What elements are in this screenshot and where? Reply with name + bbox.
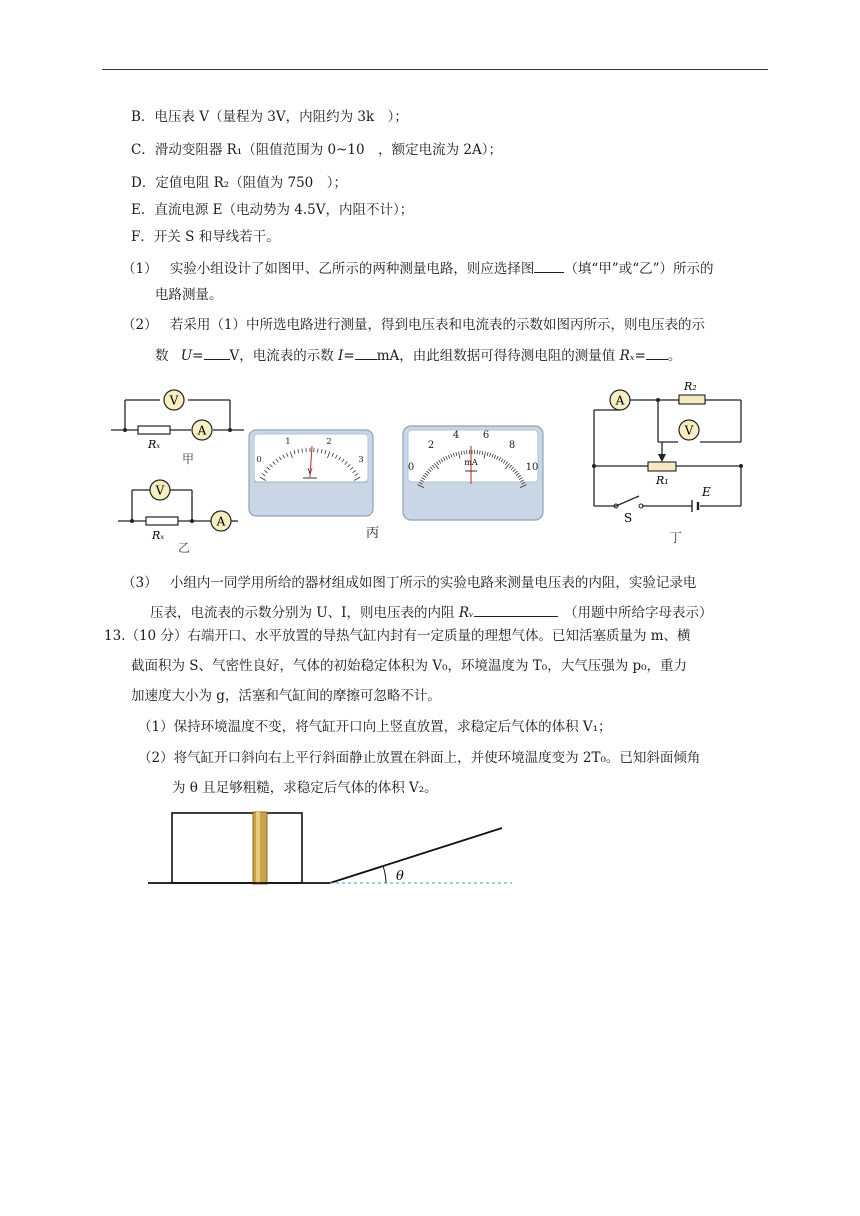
circuit-ding bbox=[584, 376, 754, 546]
q3-var-rv: Rᵥ bbox=[458, 605, 475, 621]
q3-text-a: 小组内一同学用所给的器材组成如图丁所示的实验电路来测量电压表的内阻，实验记录电 bbox=[169, 575, 697, 591]
voltmeter-unit: V bbox=[307, 468, 313, 476]
ding-switch-label: S bbox=[624, 511, 633, 525]
dial-tick bbox=[318, 449, 319, 453]
q1-text-b: （填“甲”或“乙”）所示的 bbox=[564, 261, 714, 277]
q2-text-b3: mA，由此组数据可得待测电阻的测量值 bbox=[376, 348, 616, 364]
incline-line bbox=[330, 828, 502, 883]
ding-caption: 丁 bbox=[669, 531, 683, 546]
yi-resistor-label: Rₓ bbox=[152, 529, 165, 542]
option-d: D．定值电阻 R₂（阻值为 750 ）； bbox=[131, 175, 347, 191]
q2-text-b1: 数 bbox=[155, 348, 169, 364]
q3-text-b2: （用题中所给字母表示） bbox=[564, 605, 713, 621]
q2-number: （2） bbox=[122, 317, 158, 333]
ammeter-tick-10: 10 bbox=[525, 462, 539, 473]
q3-text-b1: 压表，电流表的示数分别为 U、I，则电压表的内阻 bbox=[150, 605, 455, 621]
jia-caption: 甲 bbox=[182, 452, 195, 465]
voltmeter-tick-2: 2 bbox=[326, 437, 332, 447]
q2-line1 bbox=[122, 316, 705, 334]
circuit-jia bbox=[108, 385, 248, 465]
p13-line1: 13.（10 分）右端开口、水平放置的导热气缸内封有一定质量的理想气体。已知活塞质量为 m、横 bbox=[104, 628, 691, 644]
gas-cylinder bbox=[172, 813, 302, 883]
voltmeter-tick-3: 3 bbox=[358, 455, 364, 465]
circuit-yi bbox=[112, 476, 242, 556]
p13-sub1: （1）保持环境温度不变，将气缸开口向上竖直放置，求稳定后气体的体积 V₁； bbox=[138, 719, 612, 735]
option-e: E．直流电源 E（电动势为 4.5V，内阻不计）； bbox=[131, 202, 414, 218]
p13-sub2b: 为 θ 且足够粗糙，求稳定后气体的体积 V₂。 bbox=[172, 780, 438, 796]
yi-caption: 乙 bbox=[178, 541, 191, 555]
ammeter-unit: mA bbox=[464, 458, 478, 467]
q2-var-u: U= bbox=[180, 348, 204, 364]
dial-tick bbox=[480, 451, 481, 455]
ding-source-label: E bbox=[702, 485, 711, 499]
q2-text-b2: V，电流表的示数 bbox=[229, 348, 334, 364]
jia-voltmeter-label: V bbox=[169, 393, 179, 408]
option-b: B．电压表 V（量程为 3V，内阻约为 3k ）； bbox=[131, 109, 408, 125]
ding-r1-label: R₁ bbox=[656, 474, 669, 487]
ding-voltmeter-label: V bbox=[684, 423, 694, 438]
q2-line2 bbox=[155, 345, 681, 365]
q1-answer-blank[interactable] bbox=[534, 258, 564, 273]
yi-ammeter-label: A bbox=[216, 514, 226, 529]
q1-text-a: 实验小组设计了如图甲、乙所示的两种测量电路，则应选择图 bbox=[169, 261, 535, 277]
p13-line2: 截面积为 S、气密性良好，气体的初始稳定体积为 V₀，环境温度为 T₀，大气压强为 p₀，重力 bbox=[131, 658, 688, 674]
q1-line2: 电路测量。 bbox=[155, 287, 223, 303]
option-c: C．滑动变阻器 R₁（阻值范围为 0~10 ，额定电流为 2A）； bbox=[131, 142, 502, 158]
voltmeter-dial bbox=[248, 428, 374, 518]
ammeter-tick-8: 8 bbox=[508, 440, 516, 451]
ammeter-tick-2: 2 bbox=[427, 440, 435, 451]
q2-i-blank[interactable] bbox=[355, 345, 377, 360]
q3-number: （3） bbox=[122, 575, 158, 591]
jia-ammeter-label: A bbox=[197, 423, 207, 438]
q2-var-i: I= bbox=[338, 348, 355, 364]
angle-arc bbox=[383, 866, 386, 883]
ding-ammeter-label: A bbox=[615, 393, 625, 408]
q2-rx-blank[interactable] bbox=[646, 345, 668, 360]
dial-tick bbox=[464, 451, 465, 455]
dial-tick bbox=[302, 449, 303, 453]
q2-text-a: 若采用（1）中所选电路进行测量，得到电压表和电流表的示数如图丙所示，则电压表的示 bbox=[169, 317, 705, 333]
q1-line1 bbox=[122, 258, 714, 278]
ding-r2-label: R₂ bbox=[684, 380, 697, 393]
q2-var-rx: Rₓ= bbox=[619, 348, 646, 364]
milliammeter-dial bbox=[402, 424, 544, 522]
ammeter-tick-6: 6 bbox=[482, 430, 490, 441]
yi-voltmeter-label: V bbox=[155, 483, 165, 498]
q3-answer-blank[interactable] bbox=[474, 602, 558, 617]
voltmeter-tick-1: 1 bbox=[285, 437, 291, 447]
header-rule bbox=[102, 69, 768, 70]
jia-resistor-label: Rₓ bbox=[148, 438, 161, 451]
q2-u-blank[interactable] bbox=[204, 345, 230, 360]
ammeter-tick-0: 0 bbox=[407, 462, 415, 473]
p13-sub2a: （2）将气缸开口斜向右上平行斜面静止放置在斜面上，并使环境温度变为 2T₀。已知斜面倾角 bbox=[138, 750, 701, 766]
q3-line2 bbox=[150, 602, 713, 622]
voltmeter-tick-0: 0 bbox=[256, 455, 262, 465]
q2-text-b4: 。 bbox=[667, 348, 682, 364]
p13-line3: 加速度大小为 g，活塞和气缸间的摩擦可忽略不计。 bbox=[131, 688, 441, 704]
angle-label: θ bbox=[396, 869, 404, 884]
option-f: F．开关 S 和导线若干。 bbox=[131, 229, 280, 245]
bing-caption: 丙 bbox=[366, 526, 380, 541]
q1-number: （1） bbox=[122, 261, 158, 277]
q3-line1 bbox=[122, 574, 696, 592]
cylinder-incline-figure bbox=[140, 808, 520, 898]
ammeter-tick-4: 4 bbox=[452, 430, 460, 441]
